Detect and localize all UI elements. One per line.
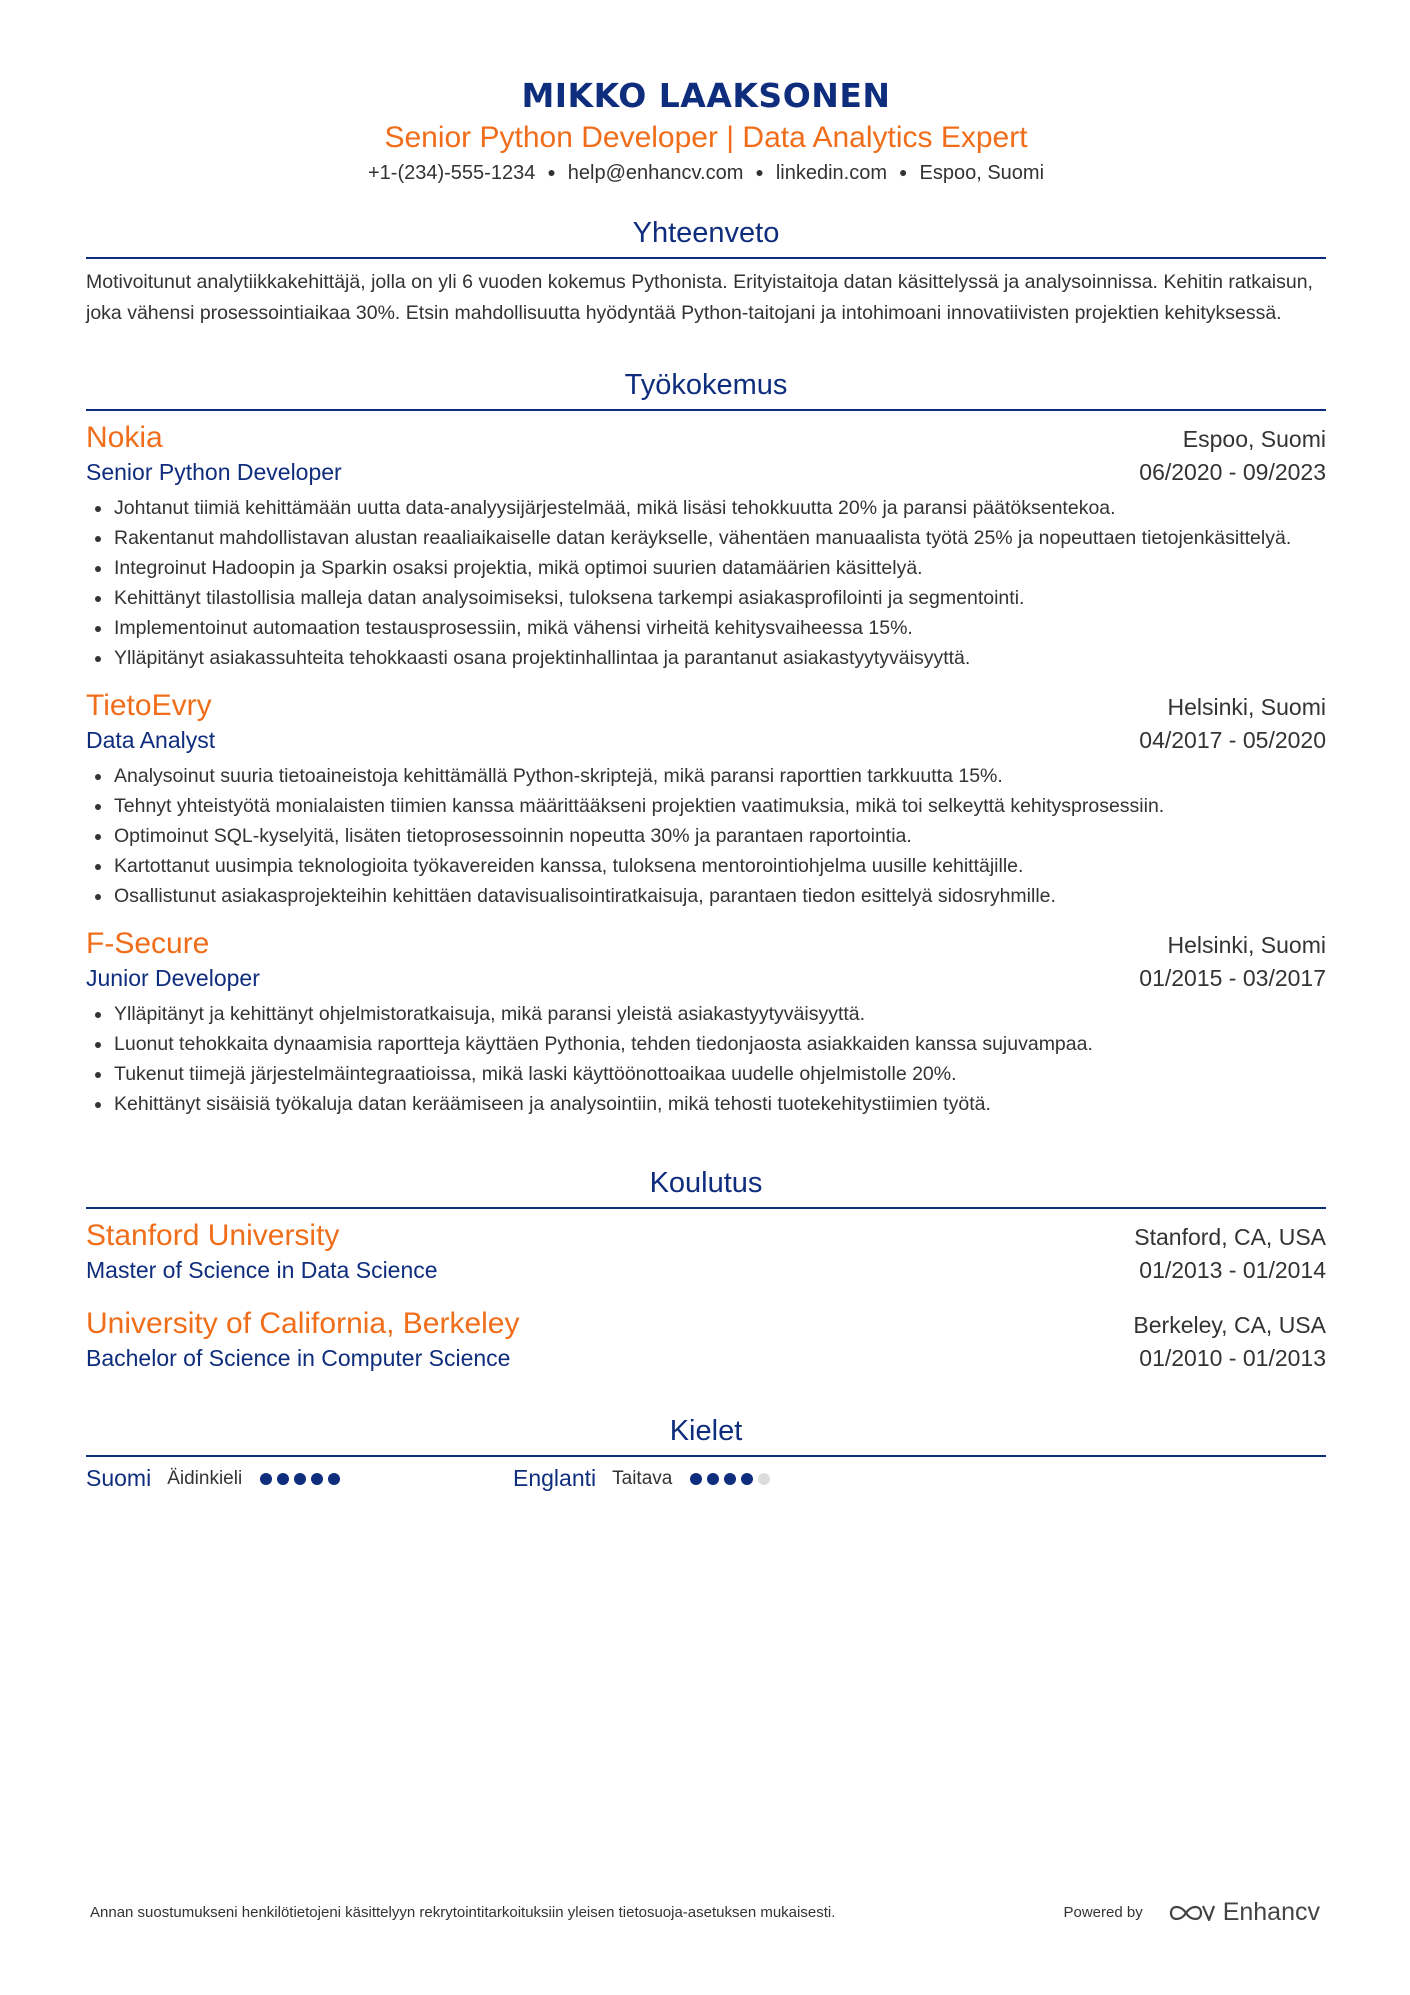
degree: Master of Science in Data Science <box>86 1257 438 1283</box>
list-item: Implementoinut automaation testausprosessiin, mikä vähensi virheitä kehitysvaiheessa 15%. <box>86 613 1326 643</box>
gdpr-consent: Annan suostumukseni henkilötietojeni käsittelyyn rekrytointitarkoituksiin yleisen tietosuoja-asetuksen mukaisesti. <box>90 1904 836 1921</box>
summary-heading: Yhteenveto <box>86 213 1326 259</box>
list-item: Johtanut tiimiä kehittämään uutta data-analyysijärjestelmää, mikä lisäsi tehokkuutta 20% ja paransi päätöksentekoa. <box>86 493 1326 523</box>
contact-phone: +1-(234)-555-1234 <box>367 162 536 184</box>
resume-page <box>86 0 1326 1492</box>
job-location: Espoo, Suomi <box>1182 426 1326 452</box>
rating-dot-filled <box>260 1473 272 1485</box>
rating-dot-filled <box>311 1473 323 1485</box>
rating-dot-filled <box>294 1473 306 1485</box>
job-dates: 06/2020 - 09/2023 <box>1139 459 1326 485</box>
languages-section <box>86 1411 1326 1492</box>
job-bullets <box>86 761 1326 911</box>
education-entry <box>86 1305 1326 1373</box>
education-heading: Koulutus <box>86 1163 1326 1209</box>
powered-by-label: Powered by <box>1063 1904 1143 1921</box>
enhancv-logo-icon <box>1169 1902 1215 1924</box>
list-item: Optimoinut SQL-kyselyitä, lisäten tietoprosessoinnin nopeutta 30% ja parantaen raportointia. <box>86 821 1326 851</box>
enhancv-brand-name: Enhancv <box>1222 1898 1320 1926</box>
language-rating <box>690 1473 775 1485</box>
list-item: Luonut tehokkaita dynaamisia raportteja käyttäen Pythonia, tehden tiedonjaosta asiakkaiden kanssa sujuvampaa. <box>86 1029 1326 1059</box>
contact-line <box>86 158 1326 187</box>
job-bullets <box>86 999 1326 1119</box>
language-item <box>513 1465 940 1492</box>
list-item: Kehittänyt sisäisiä työkaluja datan keräämiseen ja analysointiin, mikä tehosti tuotekehitystiimien työtä. <box>86 1089 1326 1119</box>
degree: Bachelor of Science in Computer Science <box>86 1345 511 1371</box>
job-location: Helsinki, Suomi <box>1167 932 1326 958</box>
languages-row <box>86 1465 1326 1492</box>
list-item: Integroinut Hadoopin ja Sparkin osaksi projektia, mikä optimoi suurien datamäärien käsittelyä. <box>86 553 1326 583</box>
job-company: TietoEvry <box>86 689 212 722</box>
school-name: Stanford University <box>86 1219 340 1252</box>
language-name: Suomi <box>86 1465 152 1491</box>
job-dates: 04/2017 - 05/2020 <box>1139 727 1326 753</box>
powered-by <box>1063 1898 1320 1927</box>
job-role: Junior Developer <box>86 965 260 991</box>
job-role: Data Analyst <box>86 727 216 753</box>
enhancv-brand[interactable] <box>1169 1898 1320 1927</box>
resume-header <box>86 0 1326 187</box>
list-item: Tehnyt yhteistyötä monialaisten tiimien kanssa määrittääkseni projektien vaatimuksia, mikä toi selkeyttä kehitysprosessiin. <box>86 791 1326 821</box>
job-role: Senior Python Developer <box>86 459 342 485</box>
job-location: Helsinki, Suomi <box>1167 694 1326 720</box>
school-name: University of California, Berkeley <box>86 1307 520 1340</box>
rating-dot-empty <box>758 1473 770 1485</box>
candidate-title: Senior Python Developer | Data Analytics Expert <box>384 121 1028 154</box>
list-item: Osallistunut asiakasprojekteihin kehittäen datavisualisointiratkaisuja, parantaen tiedon esittelyä sidosryhmille. <box>86 881 1326 911</box>
candidate-name: MIKKO LAAKSONEN <box>521 76 891 115</box>
rating-dot-filled <box>328 1473 340 1485</box>
language-level: Äidinkieli <box>167 1467 243 1489</box>
list-item: Ylläpitänyt asiakassuhteita tehokkaasti osana projektinhallintaa ja parantanut asiakastyytyväisyyttä. <box>86 643 1326 673</box>
list-item: Kehittänyt tilastollisia malleja datan analysoimiseksi, tuloksena tarkempi asiakasprofilointi ja segmentointi. <box>86 583 1326 613</box>
education-section <box>86 1163 1326 1373</box>
job-company: Nokia <box>86 421 163 454</box>
summary-section <box>86 213 1326 329</box>
school-location: Stanford, CA, USA <box>1134 1224 1326 1250</box>
rating-dot-filled <box>724 1473 736 1485</box>
job-company: F-Secure <box>86 927 210 960</box>
language-item <box>86 1465 513 1492</box>
job-entry <box>86 419 1326 673</box>
rating-dot-filled <box>741 1473 753 1485</box>
job-entry <box>86 687 1326 911</box>
experience-section <box>86 365 1326 1119</box>
languages-heading: Kielet <box>86 1411 1326 1457</box>
list-item: Analysoinut suuria tietoaineistoja kehittämällä Python-skriptejä, mikä paransi raporttien tarkkuutta 15%. <box>86 761 1326 791</box>
contact-email: help@enhancv.com <box>567 162 744 184</box>
language-rating <box>260 1473 345 1485</box>
bullet-separator: ● <box>899 164 908 180</box>
summary-text: Motivoitunut analytiikkakehittäjä, jolla on yli 6 vuoden kokemus Pythonista. Erityistaitoja datan käsittelyssä ja analysoinnissa. Kehitin ratkaisun, joka vähensi prosessointiaikaa 30%. Etsin mahdollisuutta hyödyntää Python-taitojani ja intohimoani innovatiivisten projektien kehityksessä. <box>86 271 1313 324</box>
job-dates: 01/2015 - 03/2017 <box>1139 965 1326 991</box>
job-bullets <box>86 493 1326 673</box>
list-item: Kartottanut uusimpia teknologioita työkavereiden kanssa, tuloksena mentorointiohjelma uusille kehittäjille. <box>86 851 1326 881</box>
job-entry <box>86 925 1326 1119</box>
list-item: Ylläpitänyt ja kehittänyt ohjelmistoratkaisuja, mikä paransi yleistä asiakastyytyväisyyttä. <box>86 999 1326 1029</box>
bullet-separator: ● <box>547 164 556 180</box>
education-dates: 01/2010 - 01/2013 <box>1139 1345 1326 1371</box>
experience-heading: Työkokemus <box>86 365 1326 411</box>
education-dates: 01/2013 - 01/2014 <box>1139 1257 1326 1283</box>
list-item: Rakentanut mahdollistavan alustan reaaliaikaiselle datan keräykselle, vähentäen manuaalista työtä 25% ja nopeuttaen tietojenkäsittelyä. <box>86 523 1326 553</box>
school-location: Berkeley, CA, USA <box>1133 1312 1326 1338</box>
rating-dot-filled <box>277 1473 289 1485</box>
rating-dot-filled <box>690 1473 702 1485</box>
education-entry <box>86 1217 1326 1285</box>
language-name: Englanti <box>513 1465 597 1491</box>
list-item: Tukenut tiimejä järjestelmäintegraatioissa, mikä laski käyttöönottoaikaa uudelle ohjelmistolle 20%. <box>86 1059 1326 1089</box>
bullet-separator: ● <box>755 164 764 180</box>
language-level: Taitava <box>612 1467 673 1489</box>
contact-location: Espoo, Suomi <box>919 162 1045 184</box>
rating-dot-filled <box>707 1473 719 1485</box>
page-footer <box>90 1898 1320 1927</box>
contact-linkedin: linkedin.com <box>775 162 888 184</box>
